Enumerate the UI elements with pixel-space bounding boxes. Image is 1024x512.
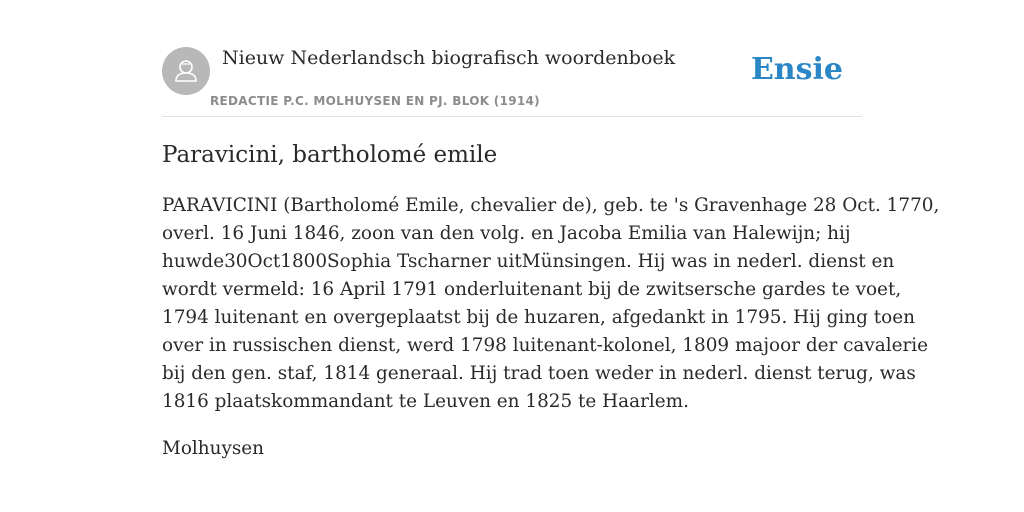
article-body-line: 1794 luitenant en overgeplaatst bij de huzaren, afgedankt in 1795. Hij ging toen	[162, 307, 915, 328]
article-body	[162, 192, 940, 416]
article-body-line: 1816 plaatskommandant te Leuven en 1825 te Haarlem.	[162, 391, 689, 412]
article-body-line: over in russischen dienst, werd 1798 luitenant-kolonel, 1809 majoor der cavalerie	[162, 335, 929, 356]
book-header	[162, 44, 862, 117]
article-body-line: overl. 16 Juni 1846, zoon van den volg. en Jacoba Emilia van Halewijn; hij	[162, 223, 851, 244]
article-body-line: wordt vermeld: 16 April 1791 onderluitenant bij de zwitsersche gardes te voet,	[162, 279, 902, 300]
avatar	[162, 47, 210, 95]
book-title[interactable]: Nieuw Nederlandsch biografisch woordenboek	[222, 47, 676, 69]
article-body-line: PARAVICINI (Bartholomé Emile, chevalier de), geb. te 's Gravenhage 28 Oct. 1770,	[162, 195, 940, 216]
book-editors: REDACTIE P.C. MOLHUYSEN EN PJ. BLOK (1914)	[210, 94, 540, 108]
article-body-line: bij den gen. staf, 1814 generaal. Hij trad toen weder in nederl. dienst terug, was	[162, 363, 916, 384]
ensie-logo-link[interactable]: Ensie	[750, 52, 843, 87]
article-author: Molhuysen	[162, 438, 265, 459]
article-body-line: huwde30Oct1800Sophia Tscharner uitMünsingen. Hij was in nederl. dienst en	[162, 251, 895, 272]
article-title: Paravicini, bartholomé emile	[162, 142, 498, 168]
user-avatar-icon	[162, 47, 210, 95]
